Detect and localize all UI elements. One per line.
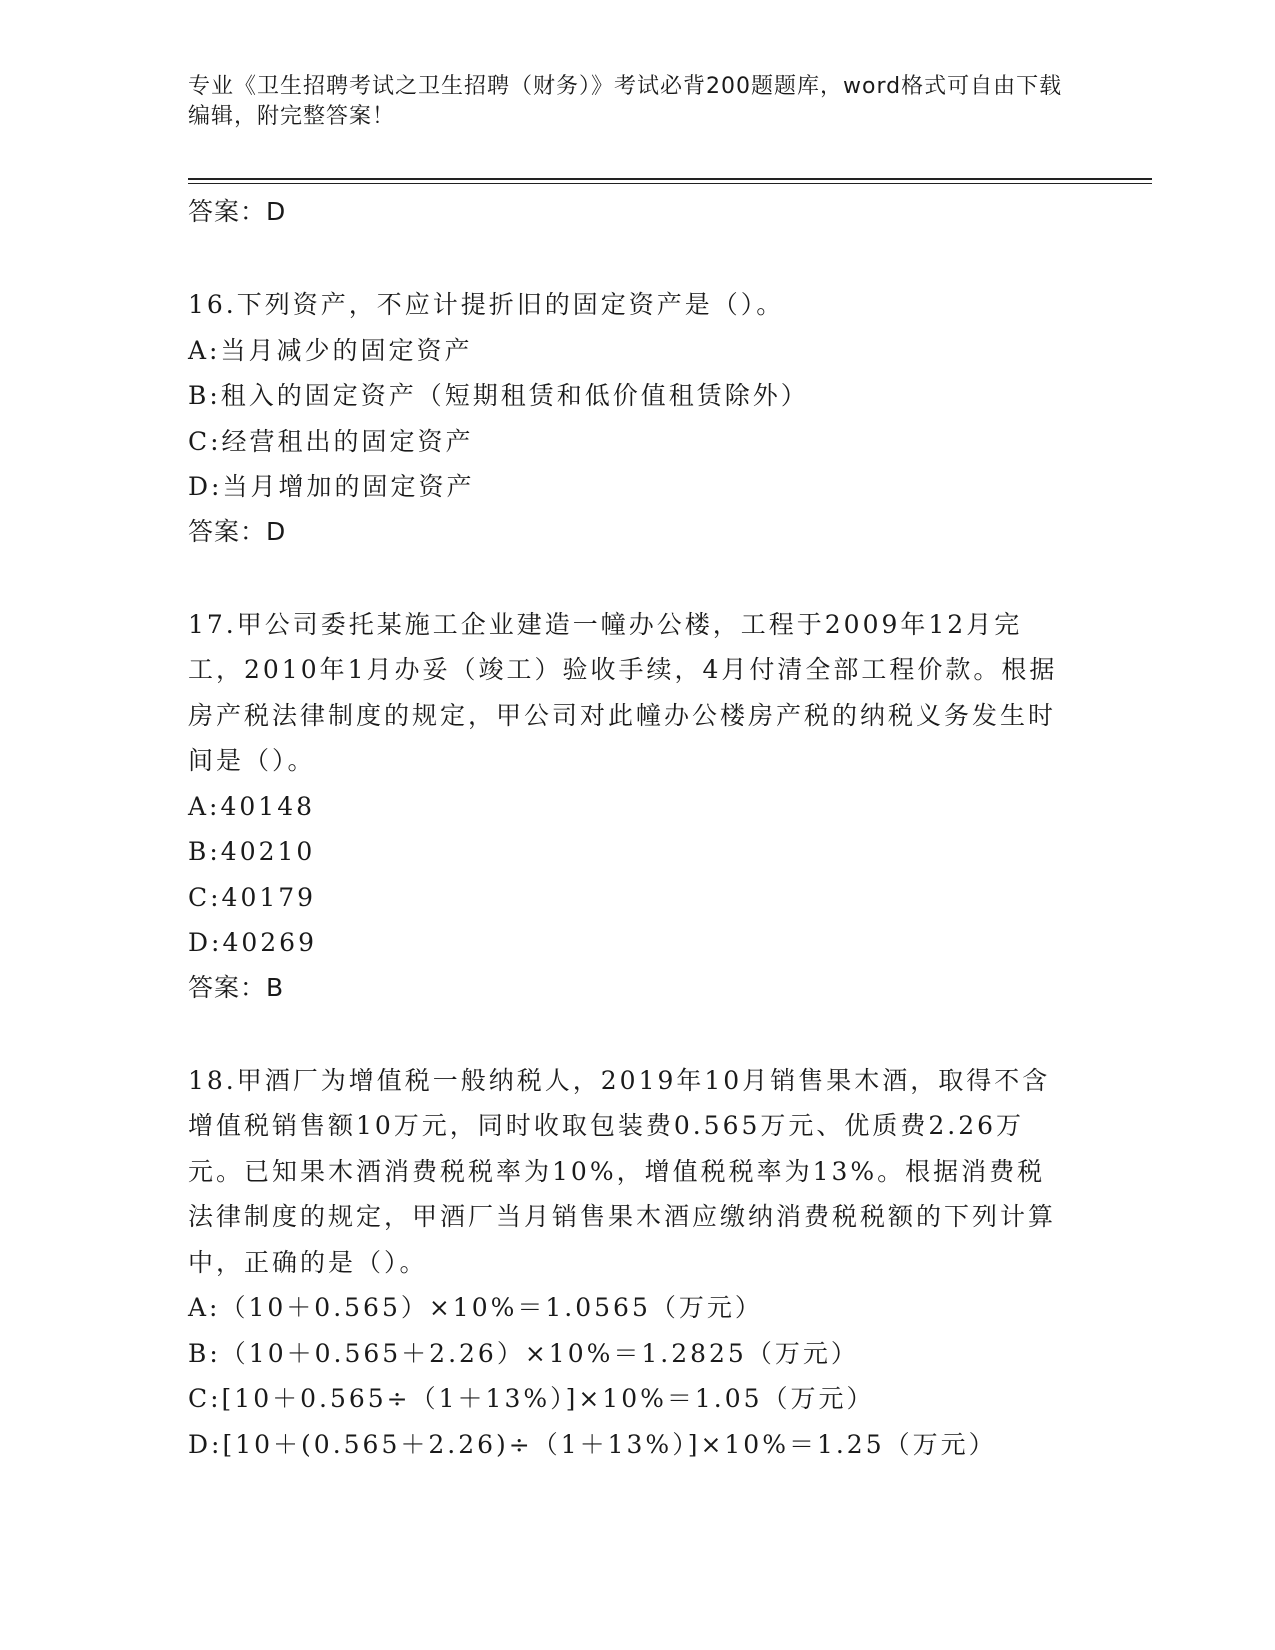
option-a: A:（10＋0.565）×10%＝1.0565（万元） [188, 1293, 763, 1322]
answer-17: 答案：B [188, 972, 285, 1002]
option-c: C:[10＋0.565÷（1＋13%）]×10%＝1.05（万元） [188, 1384, 875, 1413]
question-text: 18.甲酒厂为增值税一般纳税人，2019年10月销售果木酒，取得不含增值税销售额10万元，同时收取包装费0.565万元、优质费2.26万元。已知果木酒消费税税率为10%，增值税税率为13%。根据消费税法律制度的规定，甲酒厂当月销售果木酒应缴纳消费税税额的下列计算中，正确的是（）。 [188, 1065, 1057, 1277]
prev-answer: 答案：D [188, 197, 287, 226]
option-d: D:40269 [188, 928, 317, 957]
answer-16: 答案：D [188, 516, 287, 546]
question-text: 16.下列资产，不应计提折旧的固定资产是（）。 [188, 290, 785, 319]
question-17 [188, 602, 1088, 1010]
question-16 [188, 282, 1088, 554]
question-18 [188, 1058, 1088, 1468]
option-d: D:[10＋(0.565＋2.26)÷（1＋13%）]×10%＝1.25（万元） [188, 1429, 997, 1459]
question-text: 17.甲公司委托某施工企业建造一幢办公楼，工程于2009年12月完工，2010年1月办妥（竣工）验收手续，4月付清全部工程价款。根据房产税法律制度的规定，甲公司对此幢办公楼房产税的纳税义务发生时间是（）。 [188, 609, 1058, 775]
option-d: D:当月增加的固定资产 [188, 472, 475, 501]
option-a: A:当月减少的固定资产 [188, 335, 473, 365]
option-b: B:40210 [188, 837, 316, 866]
page-header: 专业《卫生招聘考试之卫生招聘（财务）》考试必背200题题库，word格式可自由下载编辑，附完整答案！ [188, 74, 1063, 129]
header-rule-thin [188, 183, 1152, 184]
option-c: C:经营租出的固定资产 [188, 426, 474, 456]
option-b: B:租入的固定资产（短期租赁和低价值租赁除外） [188, 381, 809, 410]
question-list [188, 190, 1088, 1467]
option-b: B:（10＋0.565＋2.26）×10%＝1.2825（万元） [188, 1338, 859, 1368]
option-c: C:40179 [188, 882, 317, 912]
option-a: A:40148 [188, 791, 316, 821]
header-rule-thick [188, 178, 1152, 180]
